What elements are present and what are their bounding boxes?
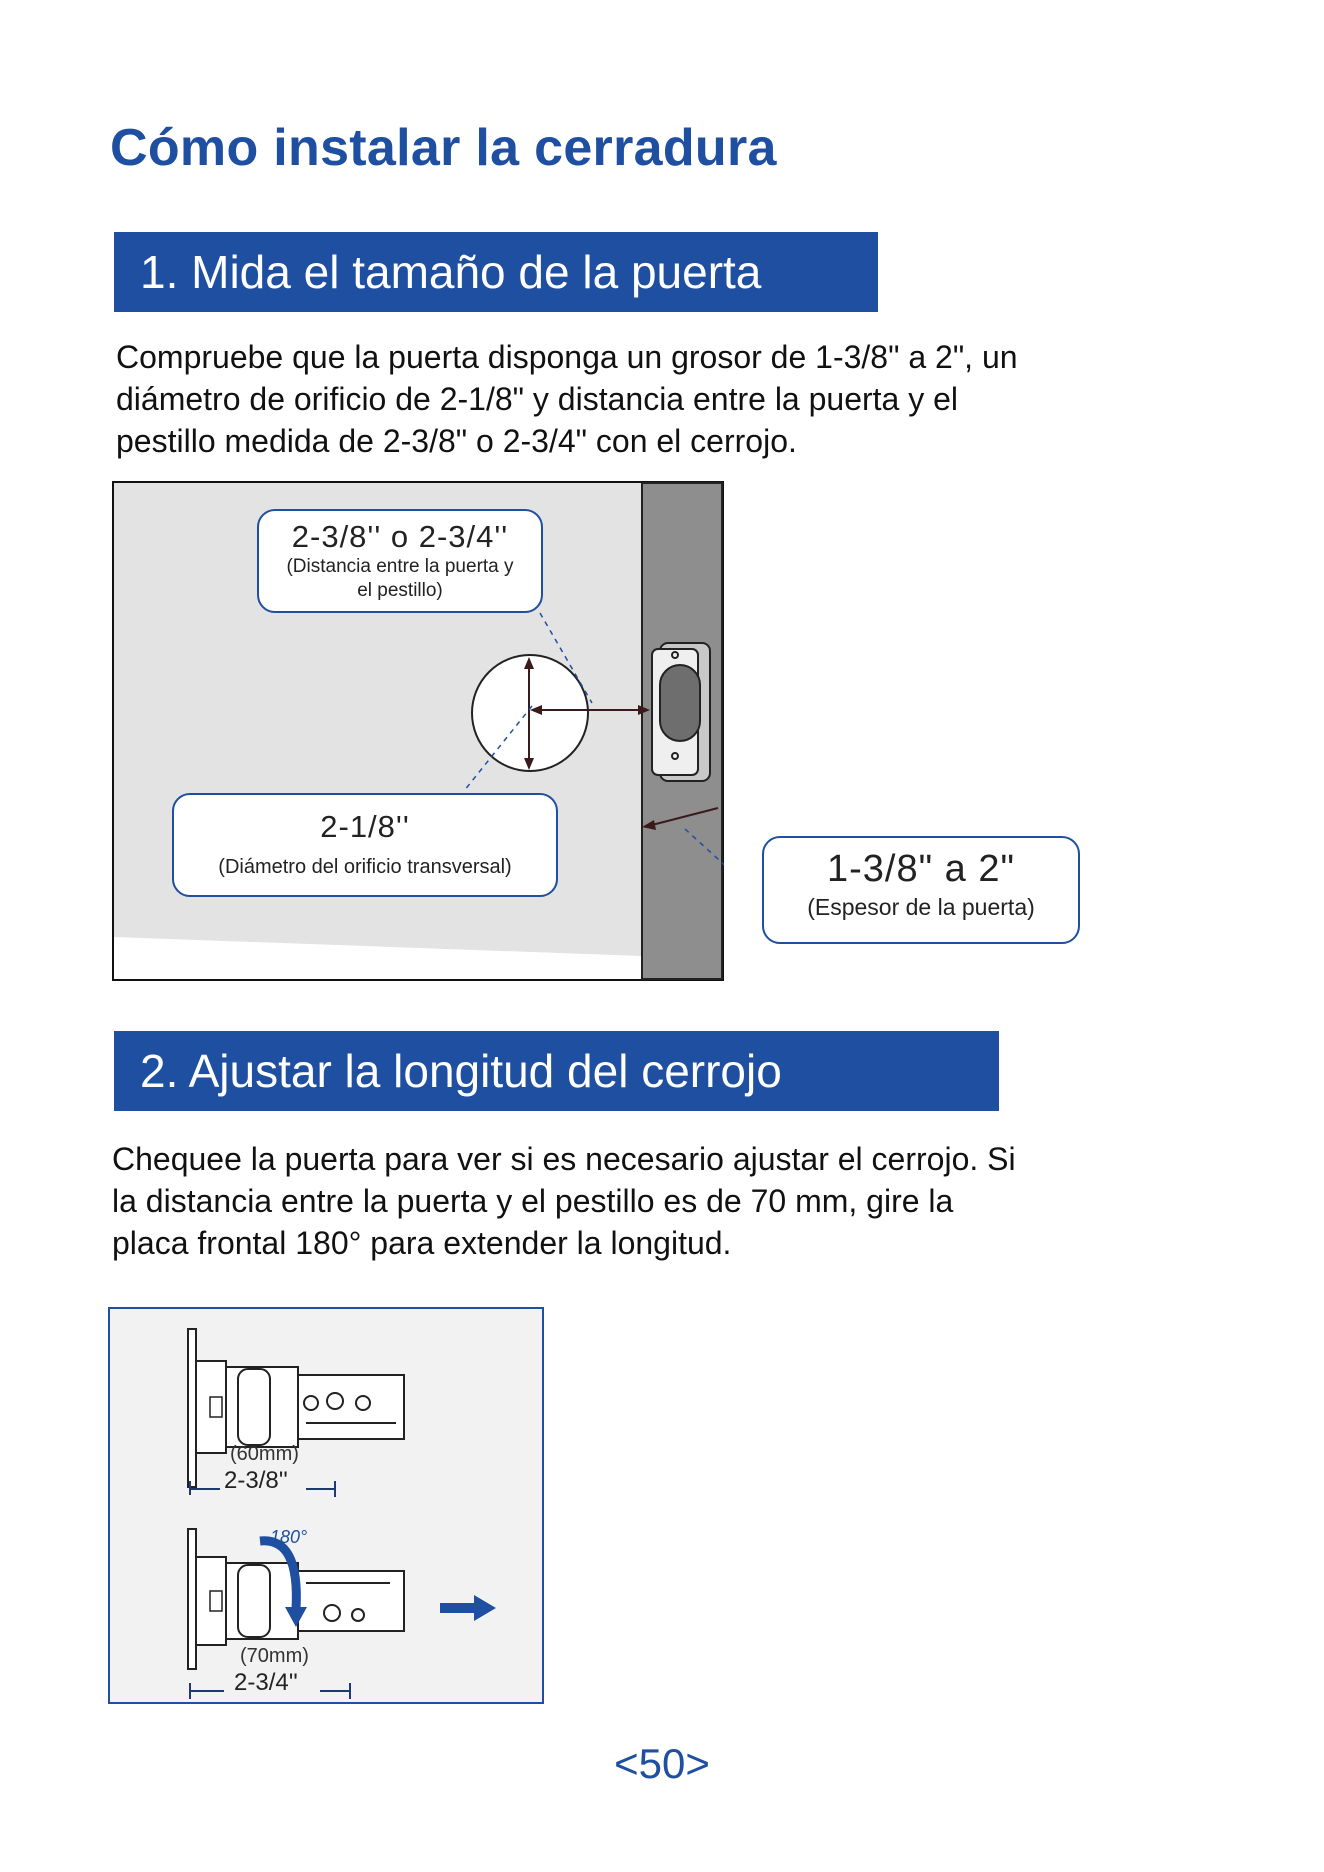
rotation-label: 180° [270,1527,308,1547]
short-length-mm: (60mm) [230,1443,299,1465]
backset-callout [257,509,543,613]
section-2-line-3: placa frontal 180° para extender la longitud. [112,1225,732,1261]
section-1-line-3: pestillo medida de 2-3/8" o 2-3/4" con el cerrojo. [116,423,797,459]
long-length-inches: 2-3/4'' [234,1669,298,1696]
latch-diagram [110,1309,542,1702]
door-measurement-figure [112,481,724,981]
page-number: <50> [614,1740,710,1787]
section-1-paragraph [116,336,1212,462]
thickness-value: 1-3/8" a 2" [827,848,1015,890]
section-1-header: 1. Mida el tamaño de la puerta [114,232,878,312]
latch-adjustment-figure [108,1307,544,1704]
backset-description-1: (Distancia entre la puerta y [286,556,514,577]
section-1-line-1: Compruebe que la puerta disponga un grosor de 1-3/8" a 2", un [116,339,1018,375]
bore-callout [172,793,558,897]
page-title: Cómo instalar la cerradura [110,119,777,177]
long-length-mm: (70mm) [240,1645,309,1667]
backset-description-2: el pestillo) [357,580,443,601]
section-1-line-2: diámetro de orificio de 2-1/8" y distancia entre la puerta y el [116,381,959,417]
short-length-inches: 2-3/8'' [224,1467,288,1494]
section-2-line-1: Chequee la puerta para ver si es necesario ajustar el cerrojo. Si [112,1141,1016,1177]
thickness-description: (Espesor de la puerta) [807,894,1035,920]
section-2-header: 2. Ajustar la longitud del cerrojo [114,1031,999,1111]
section-2-paragraph [112,1138,1208,1264]
section-2-line-2: la distancia entre la puerta y el pestillo es de 70 mm, gire la [112,1183,954,1219]
backset-value: 2-3/8'' o 2-3/4'' [291,519,509,554]
thickness-callout [762,836,1080,944]
bore-value: 2-1/8'' [320,809,410,844]
bore-description: (Diámetro del orificio transversal) [218,856,512,878]
